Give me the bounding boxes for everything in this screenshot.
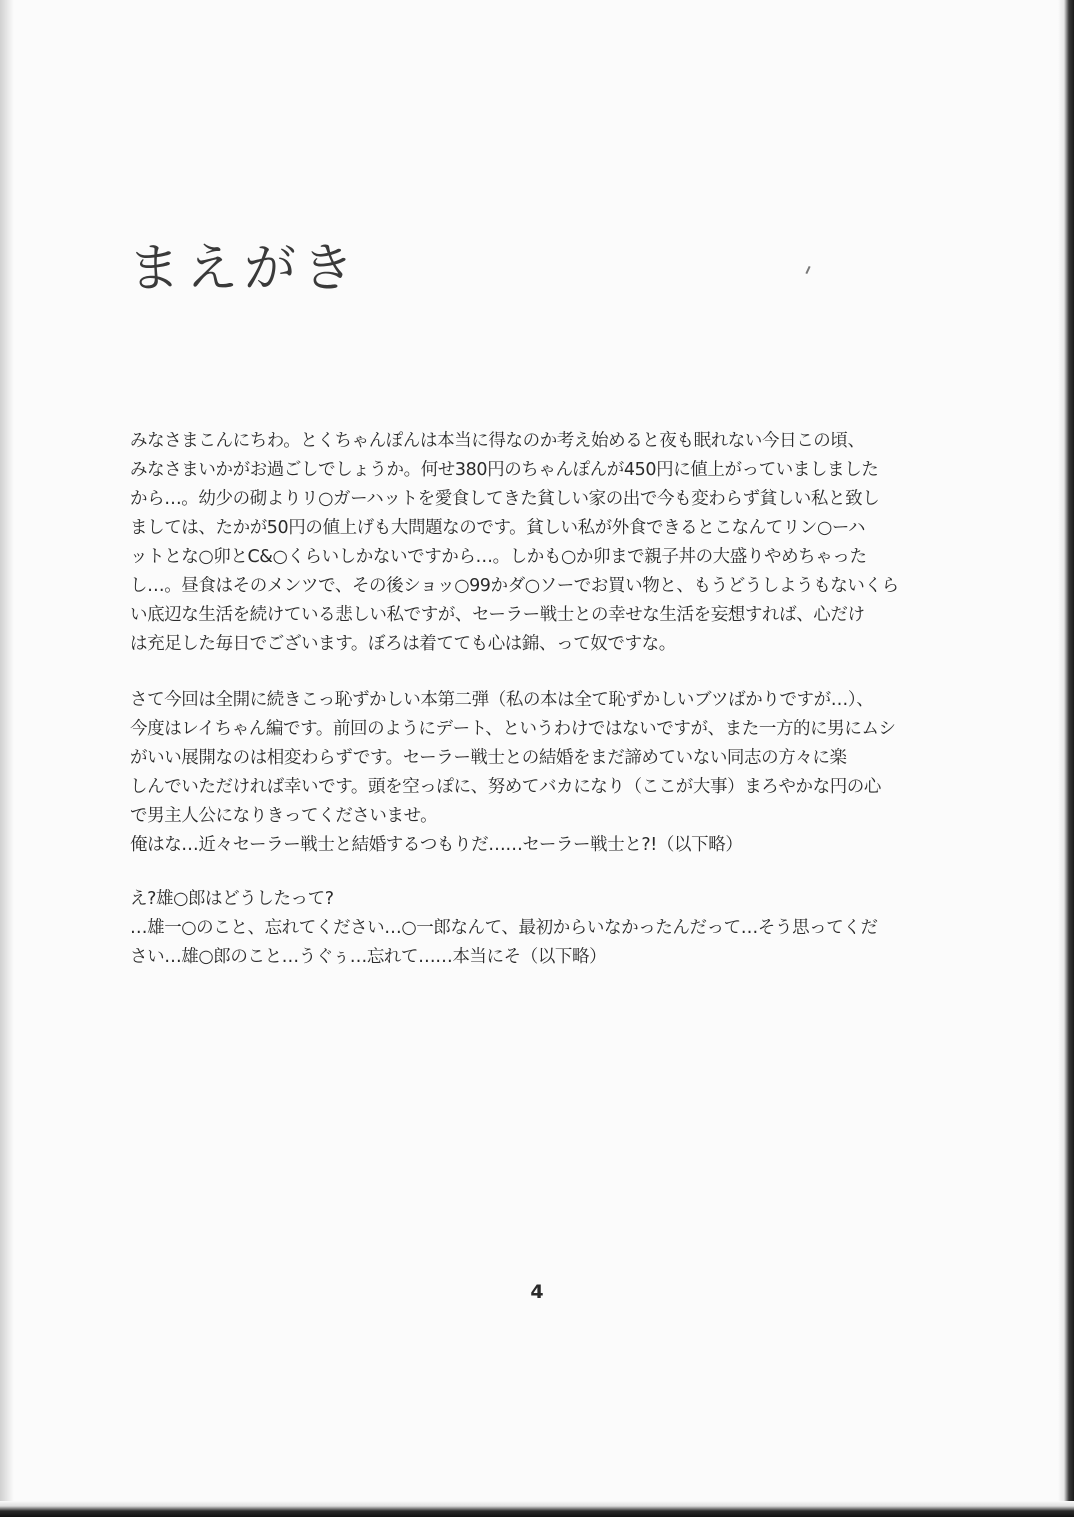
paragraph-3 <box>130 885 950 972</box>
paragraph-2 <box>130 686 950 860</box>
paragraph-1 <box>130 427 950 659</box>
text-line: い底辺な生活を続けている悲しい私ですが、セーラー戦士との幸せな生活を妄想すれば、心だけ <box>130 605 865 625</box>
text-line: ットとな○卯とC&○くらいしかないですから…。しかも○か卯まで親子丼の大盛りやめちゃった <box>130 547 867 567</box>
text-line: みなさまいかがお過ごしでしょうか。何せ380円のちゃんぽんが450円に値上がっていましました <box>130 460 879 480</box>
paragraph-spacer <box>130 860 950 885</box>
text-line: がいい展開なのは相変わらずです。セーラー戦士との結婚をまだ諦めていない同志の方々に楽 <box>130 748 847 768</box>
text-line: で男主人公になりきってくださいませ。 <box>130 806 438 826</box>
text-line: は充足した毎日でございます。ぼろは着てても心は錦、って奴ですな。 <box>130 634 676 654</box>
text-line: さい…雄○郎のこと…うぐぅ…忘れて……本当にそ（以下略） <box>130 947 607 967</box>
text-line: みなさまこんにちわ。とくちゃんぽんは本当に得なのか考え始めると夜も眠れない今日この頃、 <box>130 431 865 451</box>
text-line: し…。昼食はそのメンツで、その後ショッ○99かダ○ソーでお買い物と、もうどうしようもないくら <box>130 576 899 596</box>
text-line: から…。幼少の砌よりリ○ガーハットを愛食してきた貧しい家の出で今も変わらず貧しい私と致し <box>130 489 880 509</box>
text-line: 今度はレイちゃん編です。前回のようにデート、というわけではないですが、また一方的に男にムシ <box>130 719 896 739</box>
stray-mark <box>805 266 810 274</box>
page-title: まえがき <box>128 239 361 299</box>
text-line: さて今回は全開に続きこっ恥ずかしい本第二弾（私の本は全て恥ずかしいブツばかりですが…）、 <box>130 690 874 710</box>
text-line: しんでいただければ幸いです。頭を空っぽに、努めてバカになり（ここが大事）まろやかな円の心 <box>130 777 881 797</box>
text-line: ましては、たかが50円の値上げも大問題なのです。貧しい私が外食できるとこなんてリン○ーハ <box>130 518 866 538</box>
page-number: 4 <box>530 1281 544 1303</box>
paragraph-spacer <box>130 659 950 686</box>
text-line: 俺はな…近々セーラー戦士と結婚するつもりだ……セーラー戦士と?!（以下略） <box>130 835 743 855</box>
text-line: …雄一○のこと、忘れてください…○一郎なんて、最初からいなかったんだって…そう思ってくだ <box>130 918 878 938</box>
text-line: え?雄○郎はどうしたって? <box>130 889 334 909</box>
body-text <box>130 427 950 972</box>
page-bottom-scan-edge <box>0 1501 1074 1517</box>
